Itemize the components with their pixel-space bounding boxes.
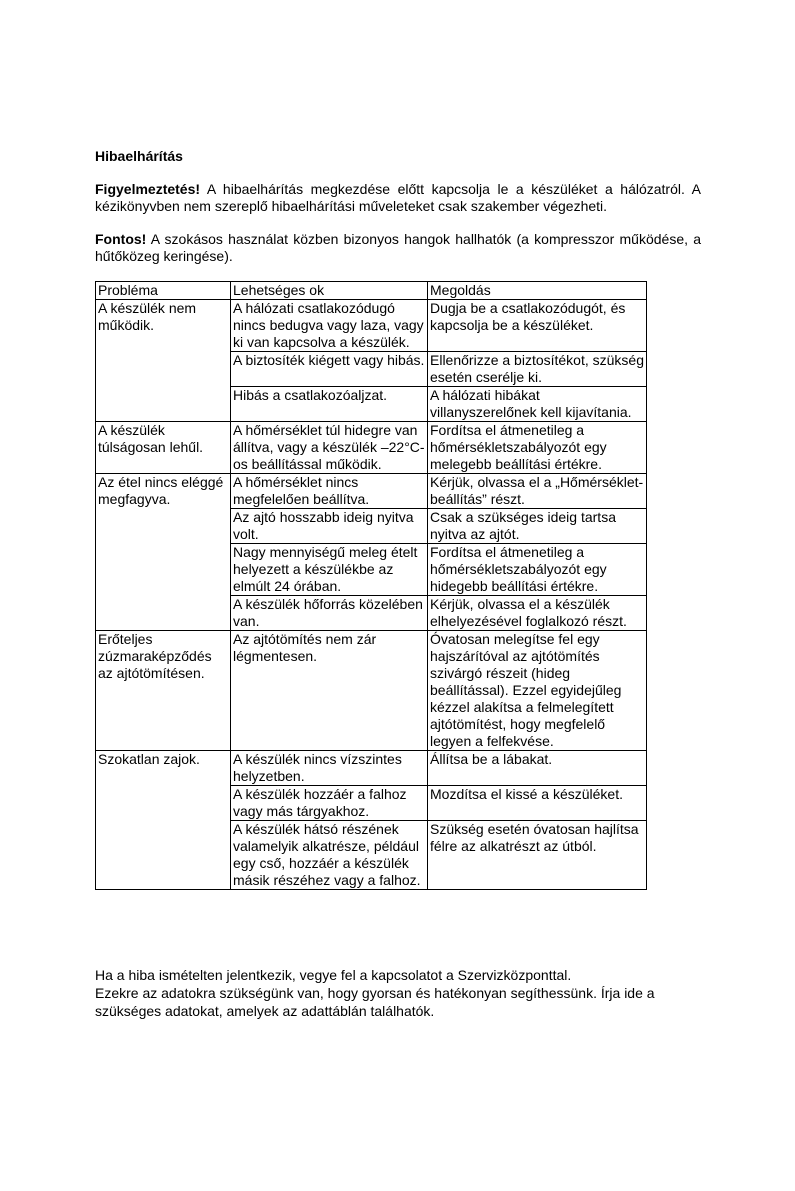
- solution-cell: Állítsa be a lábakat.: [428, 751, 647, 786]
- cause-cell: Az ajtótömítés nem zár légmentesen.: [231, 631, 428, 751]
- problem-cell: Szokatlan zajok.: [96, 751, 231, 890]
- solution-cell: Mozdítsa el kissé a készüléket.: [428, 786, 647, 821]
- table-body: [96, 300, 647, 890]
- cause-cell: A biztosíték kiégett vagy hibás.: [231, 352, 428, 387]
- important-paragraph: [95, 231, 701, 265]
- cause-cell: A hálózati csatlakozódugó nincs bedugva vagy laza, vagy ki van kapcsolva a készülék.: [231, 300, 428, 352]
- header-solution: Megoldás: [428, 282, 647, 300]
- table-row: [96, 422, 647, 474]
- warning-label: Figyelmeztetés!: [95, 181, 201, 197]
- cause-cell: Az ajtó hosszabb ideig nyitva volt.: [231, 509, 428, 544]
- solution-cell: Dugja be a csatlakozódugót, és kapcsolja be a készüléket.: [428, 300, 647, 352]
- solution-cell: Fordítsa el átmenetileg a hőmérsékletszabályozót egy melegebb beállítási értékre.: [428, 422, 647, 474]
- table-header-row: [96, 282, 647, 300]
- troubleshooting-table: [95, 281, 647, 890]
- solution-cell: Fordítsa el átmenetileg a hőmérsékletszabályozót egy hidegebb beállítási értékre.: [428, 544, 647, 596]
- important-label: Fontos!: [95, 231, 147, 247]
- solution-cell: Csak a szükséges ideig tartsa nyitva az ajtót.: [428, 509, 647, 544]
- solution-cell: Kérjük, olvassa el a készülék elhelyezésével foglalkozó részt.: [428, 596, 647, 631]
- header-cause: Lehetséges ok: [231, 282, 428, 300]
- cause-cell: Nagy mennyiségű meleg ételt helyezett a készülékbe az elmúlt 24 órában.: [231, 544, 428, 596]
- cause-cell: A készülék hőforrás közelében van.: [231, 596, 428, 631]
- problem-cell: Erőteljes zúzmaraképződés az ajtótömítésen.: [96, 631, 231, 751]
- table-row: [96, 300, 647, 352]
- warning-text: A hibaelhárítás megkezdése előtt kapcsolja le a készüléket a hálózatról. A kézikönyvben nem szereplő hibaelhárítási műveleteket csak szakember végezheti.: [95, 181, 701, 214]
- cause-cell: A készülék hátsó részének valamelyik alkatrésze, például egy cső, hozzáér a készülék másik részéhez vagy a falhoz.: [231, 821, 428, 890]
- cause-cell: A készülék hozzáér a falhoz vagy más tárgyakhoz.: [231, 786, 428, 821]
- table-row: [96, 751, 647, 786]
- footer-text: [95, 966, 701, 1020]
- solution-cell: A hálózati hibákat villanyszerelőnek kell kijavítania.: [428, 387, 647, 422]
- footer-line: Ezekre az adatokra szükségünk van, hogy gyorsan és hatékonyan segíthessünk. Írja ide a: [95, 985, 655, 1001]
- header-problem: Probléma: [96, 282, 231, 300]
- important-text: A szokásos használat közben bizonyos hangok hallhatók (a kompresszor működése, a hűtőközeg keringése).: [95, 231, 701, 264]
- table-row: [96, 631, 647, 751]
- cause-cell: A készülék nincs vízszintes helyzetben.: [231, 751, 428, 786]
- cause-cell: Hibás a csatlakozóaljzat.: [231, 387, 428, 422]
- problem-cell: Az étel nincs eléggé megfagyva.: [96, 474, 231, 631]
- solution-cell: Óvatosan melegítse fel egy hajszárítóval az ajtótömítés szivárgó részeit (hideg beállítással). Ezzel egyidejűleg kézzel alakítsa a felmelegített ajtótömítést, hogy megfelelő legyen a felfekvése.: [428, 631, 647, 751]
- cause-cell: A hőmérséklet túl hidegre van állítva, vagy a készülék –22°C-os beállítással működik.: [231, 422, 428, 474]
- solution-cell: Szükség esetén óvatosan hajlítsa félre az alkatrészt az útból.: [428, 821, 647, 890]
- solution-cell: Ellenőrizze a biztosítékot, szükség esetén cserélje ki.: [428, 352, 647, 387]
- solution-cell: Kérjük, olvassa el a „Hőmérséklet-beállítás” részt.: [428, 474, 647, 509]
- cause-cell: A hőmérséklet nincs megfelelően beállítva.: [231, 474, 428, 509]
- footer-line: Ha a hiba ismételten jelentkezik, vegye fel a kapcsolatot a Szervizközponttal.: [95, 967, 572, 983]
- table-row: [96, 474, 647, 509]
- page-title: Hibaelhárítás: [95, 148, 183, 164]
- warning-paragraph: [95, 181, 701, 215]
- problem-cell: A készülék nem működik.: [96, 300, 231, 422]
- problem-cell: A készülék túlságosan lehűl.: [96, 422, 231, 474]
- footer-line: szükséges adatokat, amelyek az adattáblán találhatók.: [95, 1003, 435, 1019]
